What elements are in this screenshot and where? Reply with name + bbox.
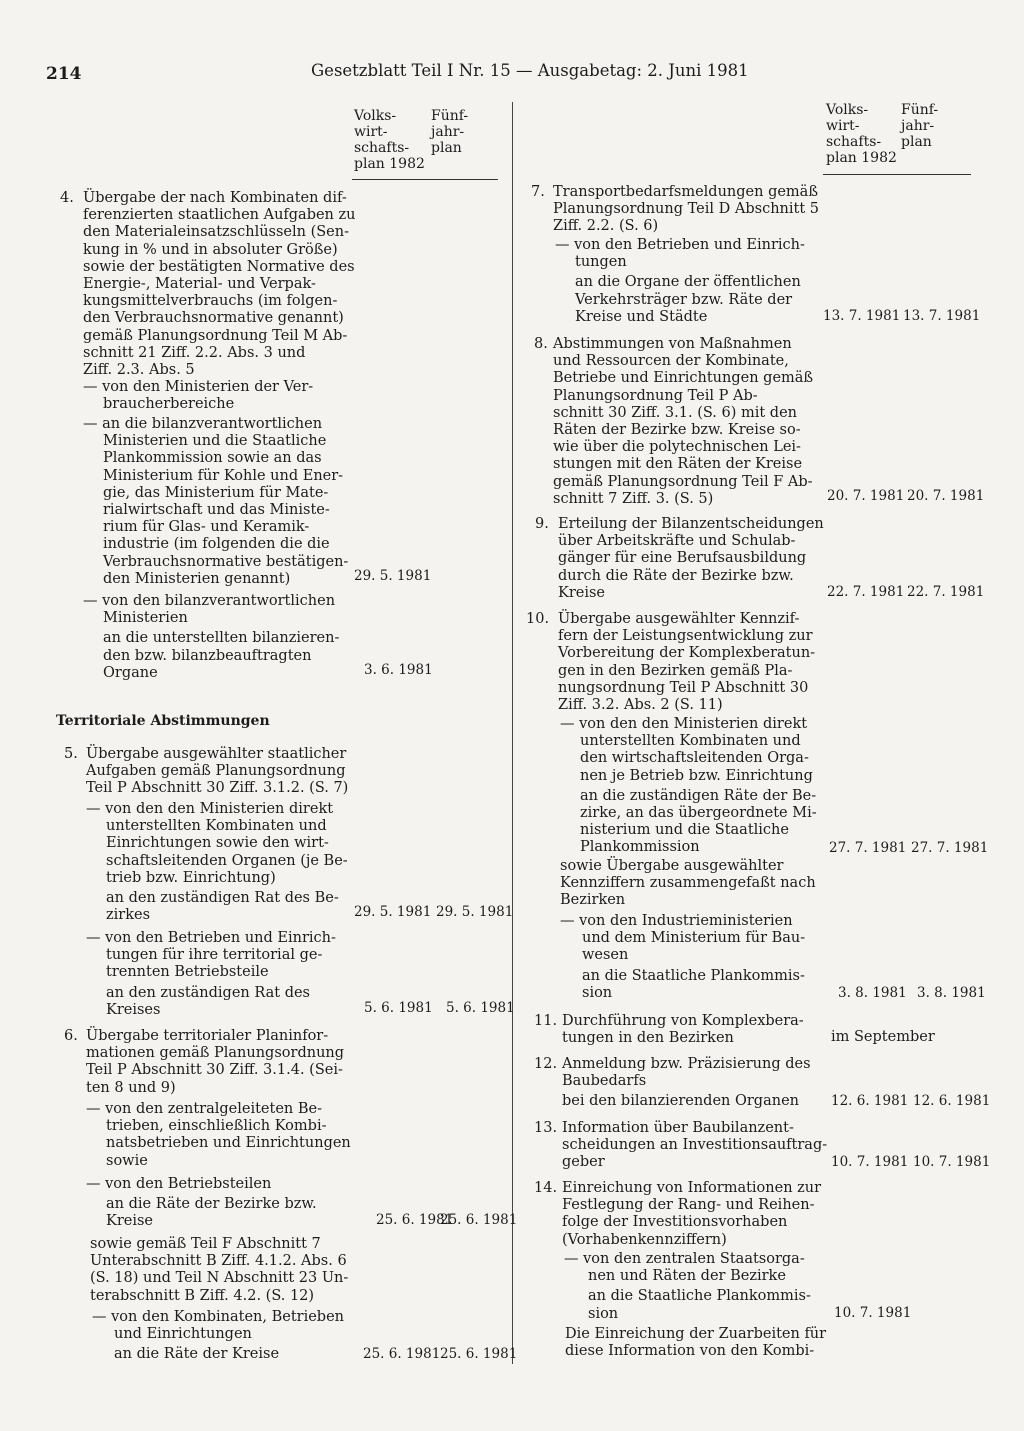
line: — von den bilanzverantwortlichen xyxy=(83,593,336,609)
line: Teil P Abschnitt 30 Ziff. 3.1.2. (S. 7) xyxy=(86,780,349,797)
item-13-text xyxy=(562,1120,827,1172)
line: zirke, an das übergeordnete Mi- xyxy=(580,805,817,822)
line: schnitt 7 Ziff. 3. (S. 5) xyxy=(553,490,714,507)
running-head: Gesetzblatt Teil I Nr. 15 — Ausgabetag: 2. Juni 1981 xyxy=(311,61,749,80)
item-10-date-1-vwp: 27. 7. 1981 xyxy=(829,840,907,856)
item-6-date-3-fjp: 25. 6. 1981 xyxy=(440,1346,518,1362)
item-14-sub xyxy=(564,1251,811,1322)
line: Einrichtungen sowie den wirt- xyxy=(106,835,329,852)
line: Kennziffern zusammengefaßt nach xyxy=(560,875,816,892)
line: Information über Baubilanzent- xyxy=(562,1120,794,1136)
item-10-date-2-fjp: 3. 8. 1981 xyxy=(917,985,986,1001)
line: tungen xyxy=(575,254,627,271)
line: Transportbedarfsmeldungen gemäß xyxy=(553,184,819,200)
line: Kreise xyxy=(106,1213,154,1230)
line: Übergabe ausgewählter staatlicher xyxy=(86,746,347,762)
line: Plankommission sowie an das xyxy=(103,450,322,467)
item-7-date-vwp: 13. 7. 1981 xyxy=(823,308,901,324)
line: diese Information von den Kombi- xyxy=(565,1343,815,1360)
line: sion xyxy=(588,1305,619,1322)
item-12-text xyxy=(562,1056,811,1108)
line: Übergabe territorialer Planinfor- xyxy=(86,1028,329,1044)
line: an die unterstellten bilanzieren- xyxy=(103,630,340,647)
right-col-header-fjp: Fünf- jahr- plan xyxy=(901,102,939,150)
item-6-date-2-fjp: 25. 6. 1981 xyxy=(440,1212,518,1228)
column-divider xyxy=(512,102,513,1364)
item-4-text xyxy=(83,190,355,379)
line: — von den den Ministerien direkt xyxy=(560,716,808,732)
item-5-date-2-vwp: 5. 6. 1981 xyxy=(364,1000,433,1016)
line: gemäß Planungsordnung Teil F Ab- xyxy=(553,473,813,490)
line: — von den Betriebsteilen xyxy=(86,1176,272,1192)
page-number: 214 xyxy=(46,64,82,84)
item-5-sub-2 xyxy=(86,930,336,1016)
item-12-date-vwp: 12. 6. 1981 xyxy=(831,1093,909,1109)
line: nungsordnung Teil P Abschnitt 30 xyxy=(558,679,809,696)
item-8-text xyxy=(553,336,813,508)
line: — von den zentralgeleiteten Be- xyxy=(86,1101,323,1117)
line: — von den Ministerien der Ver- xyxy=(83,379,314,395)
item-10-sub-1 xyxy=(560,716,817,856)
line: Einreichung von Informationen zur xyxy=(562,1180,822,1196)
line: — von den Kombinaten, Betrieben xyxy=(92,1309,344,1325)
line: gänger für eine Berufsausbildung xyxy=(558,550,807,567)
line: ferenzierten staatlichen Aufgaben zu xyxy=(83,207,356,224)
item-6-date-3-vwp: 25. 6. 1981 xyxy=(363,1346,441,1362)
line: tungen in den Bezirken xyxy=(562,1030,734,1047)
line: (S. 18) und Teil N Abschnitt 23 Un- xyxy=(90,1270,349,1287)
item-5-date-1-fjp: 29. 5. 1981 xyxy=(436,904,514,920)
item-4-sub-3 xyxy=(83,593,340,681)
line: sowie der bestätigten Normative des xyxy=(83,258,355,275)
line: über Arbeitskräfte und Schulab- xyxy=(558,533,796,550)
line: Abstimmungen von Maßnahmen xyxy=(553,336,792,352)
line: Bezirken xyxy=(560,892,626,909)
line: gemäß Planungsordnung Teil M Ab- xyxy=(83,327,348,344)
item-6-mid xyxy=(90,1236,348,1305)
line: Übergabe der nach Kombinaten dif- xyxy=(83,190,347,206)
line: und dem Ministerium für Bau- xyxy=(582,930,806,947)
line: Ministerien und die Staatliche xyxy=(103,433,327,450)
line: natsbetrieben und Einrichtungen xyxy=(106,1135,351,1152)
line: folge der Investitionsvorhaben xyxy=(562,1214,788,1231)
item-7-sub xyxy=(555,237,805,323)
line: den Materialeinsatzschlüsseln (Sen- xyxy=(83,224,350,241)
line: zirkes xyxy=(106,907,151,924)
line: schaftsleitenden Organen (je Be- xyxy=(106,852,348,869)
line: sion xyxy=(582,984,613,1001)
left-col-header-fjp: Fünf- jahr- plan xyxy=(431,108,469,156)
line: an die Staatliche Plankommis- xyxy=(588,1288,811,1305)
line: an die Räte der Bezirke bzw. xyxy=(106,1196,317,1213)
item-5-date-2-fjp: 5. 6. 1981 xyxy=(446,1000,515,1016)
item-7-text xyxy=(553,184,819,236)
line: industrie (im folgenden die die xyxy=(103,536,330,553)
line: geber xyxy=(562,1154,605,1171)
line: Erteilung der Bilanzentscheidungen xyxy=(558,516,824,532)
item-9-number: 9. xyxy=(535,516,549,532)
line: nen je Betrieb bzw. Einrichtung xyxy=(580,767,813,784)
item-10-text xyxy=(558,611,815,714)
line: trieben, einschließlich Kombi- xyxy=(106,1118,327,1135)
line: den Verbrauchsnormative genannt) xyxy=(83,310,344,327)
line: gen in den Bezirken gemäß Pla- xyxy=(558,662,793,679)
item-5-sub-1 xyxy=(86,801,348,924)
line: Ziff. 2.2. (S. 6) xyxy=(553,218,659,235)
line: Betriebe und Einrichtungen gemäß xyxy=(553,370,814,387)
line: wie über die polytechnischen Lei- xyxy=(553,439,801,456)
line: kungsmittelverbrauchs (im folgen- xyxy=(83,293,338,310)
line: — von den Betrieben und Einrich- xyxy=(555,237,805,253)
line: bei den bilanzierenden Organen xyxy=(562,1093,799,1110)
line: und Einrichtungen xyxy=(114,1326,252,1343)
line: Ministerium für Kohle und Ener- xyxy=(103,467,344,484)
line: sowie gemäß Teil F Abschnitt 7 xyxy=(90,1236,321,1252)
line: — von den zentralen Staatsorga- xyxy=(564,1251,805,1267)
line: scheidungen an Investitionsauftrag- xyxy=(562,1137,828,1154)
line: Energie-, Material- und Verpak- xyxy=(83,276,316,293)
line: Aufgaben gemäß Planungsordnung xyxy=(86,763,346,780)
line: durch die Räte der Bezirke bzw. xyxy=(558,567,794,584)
item-14-text xyxy=(562,1180,821,1249)
item-7-number: 7. xyxy=(531,184,545,200)
item-11-number: 11. xyxy=(534,1013,558,1029)
item-6-sub-3 xyxy=(92,1309,344,1361)
line: sowie Übergabe ausgewählter xyxy=(560,858,784,874)
line: Festlegung der Rang- und Reihen- xyxy=(562,1197,815,1214)
item-6-date-2-vwp: 25. 6. 1981 xyxy=(376,1212,454,1228)
line: Verbrauchsnormative bestätigen- xyxy=(103,553,349,570)
item-4-sub-1 xyxy=(83,379,313,413)
line: den Ministerien genannt) xyxy=(103,570,291,587)
line: gie, das Ministerium für Mate- xyxy=(103,484,329,501)
item-10-date-1-fjp: 27. 7. 1981 xyxy=(911,840,989,856)
item-14-date-vwp: 10. 7. 1981 xyxy=(834,1305,912,1321)
item-13-number: 13. xyxy=(534,1120,558,1136)
item-10-mid xyxy=(560,858,816,910)
item-6-sub-1 xyxy=(86,1101,351,1170)
line: Übergabe ausgewählter Kennzif- xyxy=(558,611,800,627)
line: nen und Räten der Bezirke xyxy=(588,1268,786,1285)
line: — von den den Ministerien direkt xyxy=(86,801,334,817)
item-9-text xyxy=(558,516,824,602)
item-6-number: 6. xyxy=(64,1028,78,1044)
line: an die Organe der öffentlichen xyxy=(575,274,801,291)
line: mationen gemäß Planungsordnung xyxy=(86,1045,345,1062)
item-11-when: im September xyxy=(831,1029,935,1045)
item-13-date-fjp: 10. 7. 1981 xyxy=(913,1154,991,1170)
line: den wirtschaftsleitenden Orga- xyxy=(580,750,809,767)
line: Durchführung von Komplexbera- xyxy=(562,1013,804,1029)
line: trieb bzw. Einrichtung) xyxy=(106,869,276,886)
item-12-date-fjp: 12. 6. 1981 xyxy=(913,1093,991,1109)
line: Die Einreichung der Zuarbeiten für xyxy=(565,1326,827,1342)
line: an die Staatliche Plankommis- xyxy=(582,967,805,984)
right-col-header-vwp: Volks- wirt- schafts- plan 1982 xyxy=(826,102,897,166)
line: Ziff. 3.2. Abs. 2 (S. 11) xyxy=(558,697,723,714)
line: Kreise und Städte xyxy=(575,308,708,325)
line: — von den Betrieben und Einrich- xyxy=(86,930,336,946)
item-12-number: 12. xyxy=(534,1056,558,1072)
item-8-date-fjp: 20. 7. 1981 xyxy=(907,488,985,504)
item-8-date-vwp: 20. 7. 1981 xyxy=(827,488,905,504)
item-10-date-2-vwp: 3. 8. 1981 xyxy=(838,985,907,1001)
item-4-date-vwp-b: 3. 6. 1981 xyxy=(364,662,433,678)
item-14-tail xyxy=(565,1326,826,1360)
line: kung in % und in absoluter Größe) xyxy=(83,241,338,258)
line: unterstellten Kombinaten und xyxy=(106,818,327,835)
line: — an die bilanzverantwortlichen xyxy=(83,416,323,432)
line: sowie xyxy=(106,1152,148,1169)
item-4-date-vwp-a: 29. 5. 1981 xyxy=(354,568,432,584)
line: Planungsordnung Teil D Abschnitt 5 xyxy=(553,201,819,218)
item-7-date-fjp: 13. 7. 1981 xyxy=(903,308,981,324)
line: wesen xyxy=(582,947,629,964)
line: Baubedarfs xyxy=(562,1073,647,1090)
item-6-text xyxy=(86,1028,344,1097)
line: tungen für ihre territorial ge- xyxy=(106,947,323,964)
item-9-date-vwp: 22. 7. 1981 xyxy=(827,584,905,600)
line: — von den Industrieministerien xyxy=(560,913,793,929)
item-13-date-vwp: 10. 7. 1981 xyxy=(831,1154,909,1170)
line: an die Räte der Kreise xyxy=(114,1346,280,1363)
line: stungen mit den Räten der Kreise xyxy=(553,456,803,473)
line: ten 8 und 9) xyxy=(86,1079,176,1096)
line: braucherbereiche xyxy=(103,396,235,413)
line: an den zuständigen Rat des xyxy=(106,984,310,1001)
item-6-sub-2 xyxy=(86,1176,317,1230)
line: Planungsordnung Teil P Ab- xyxy=(553,387,758,404)
item-4-sub-2 xyxy=(83,416,349,588)
line: Räten der Bezirke bzw. Kreise so- xyxy=(553,422,801,439)
line: terabschnitt B Ziff. 4.2. (S. 12) xyxy=(90,1287,315,1304)
line: Unterabschnitt B Ziff. 4.1.2. Abs. 6 xyxy=(90,1253,347,1270)
line: Teil P Abschnitt 30 Ziff. 3.1.4. (Sei- xyxy=(86,1062,343,1079)
item-5-number: 5. xyxy=(64,746,78,762)
line: schnitt 30 Ziff. 3.1. (S. 6) mit den xyxy=(553,404,798,421)
line: und Ressourcen der Kombinate, xyxy=(553,353,789,370)
line: schnitt 21 Ziff. 2.2. Abs. 3 und xyxy=(83,344,306,361)
line: fern der Leistungsentwicklung zur xyxy=(558,628,813,645)
line: trennten Betriebsteile xyxy=(106,964,269,981)
line: rialwirtschaft und das Ministe- xyxy=(103,502,330,519)
item-11-text xyxy=(562,1013,804,1047)
left-header-rule xyxy=(352,179,498,180)
line: an die zuständigen Räte der Be- xyxy=(580,787,817,804)
line: nisterium und die Staatliche xyxy=(580,822,789,839)
line: (Vorhabenkennziffern) xyxy=(562,1231,727,1248)
item-8-number: 8. xyxy=(534,336,548,352)
line: Plankommission xyxy=(580,839,700,856)
left-col-header-vwp: Volks- wirt- schafts- plan 1982 xyxy=(354,108,425,172)
line: Organe xyxy=(103,664,158,681)
line: unterstellten Kombinaten und xyxy=(580,733,801,750)
line: Kreise xyxy=(558,584,606,601)
line: Ziff. 2.3. Abs. 5 xyxy=(83,362,195,379)
line: Vorbereitung der Komplexberatun- xyxy=(558,645,816,662)
line: Kreises xyxy=(106,1001,161,1018)
section-title: Territoriale Abstimmungen xyxy=(56,713,270,729)
item-4-number: 4. xyxy=(60,190,74,206)
right-header-rule xyxy=(823,174,971,175)
item-14-number: 14. xyxy=(534,1180,558,1196)
line: Ministerien xyxy=(103,610,188,627)
item-5-date-1-vwp: 29. 5. 1981 xyxy=(354,904,432,920)
line: rium für Glas- und Keramik- xyxy=(103,519,310,536)
line: den bzw. bilanzbeauftragten xyxy=(103,647,312,664)
line: Verkehrsträger bzw. Räte der xyxy=(575,291,793,308)
item-9-date-fjp: 22. 7. 1981 xyxy=(907,584,985,600)
line: an den zuständigen Rat des Be- xyxy=(106,890,339,907)
item-5-text xyxy=(86,746,348,798)
item-10-sub-2 xyxy=(560,913,806,1001)
line: Anmeldung bzw. Präzisierung des xyxy=(562,1056,811,1072)
item-10-number: 10. xyxy=(526,611,550,627)
